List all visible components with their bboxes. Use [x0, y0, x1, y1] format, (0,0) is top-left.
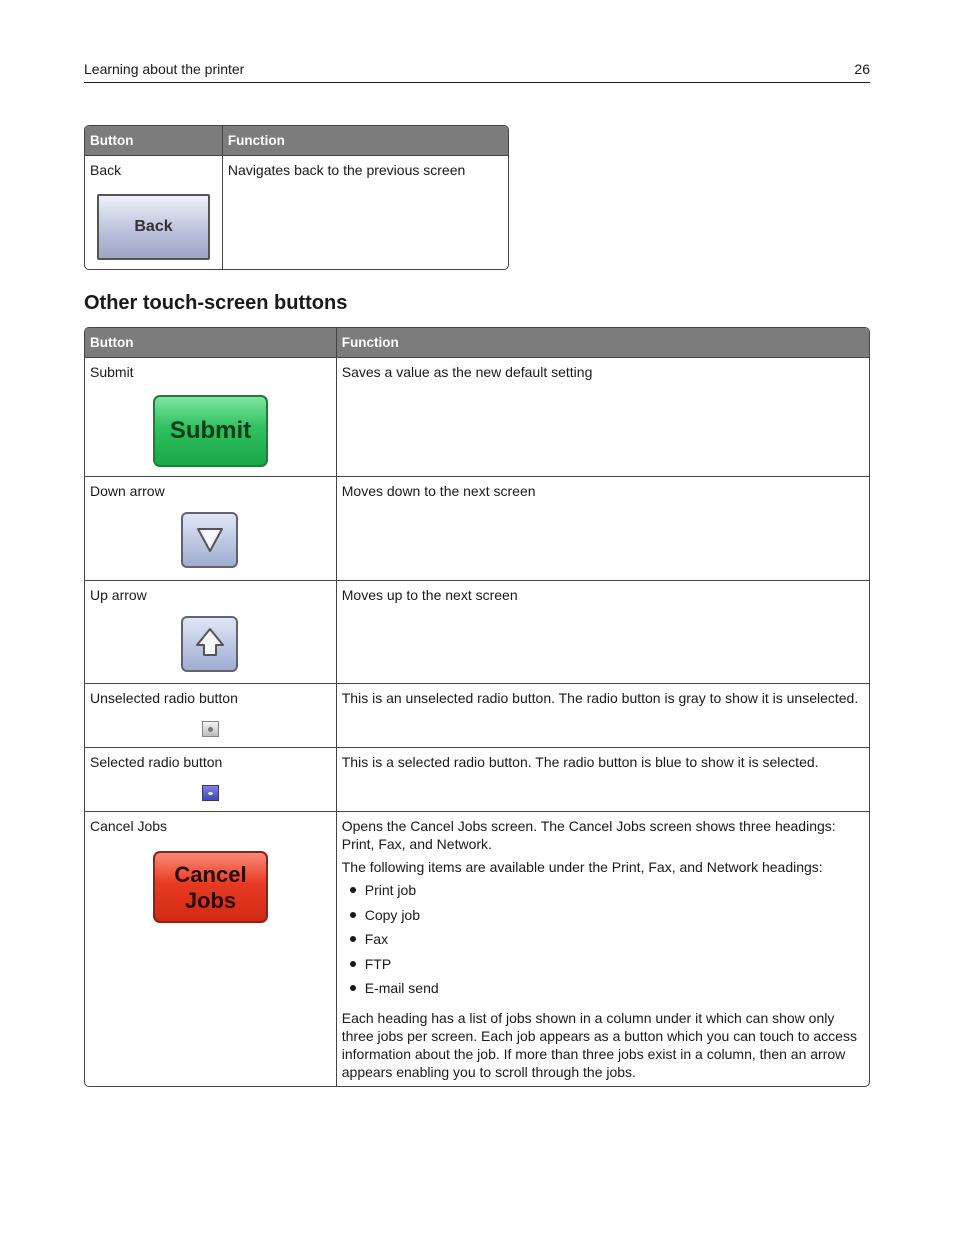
down-arrow-icon	[181, 512, 238, 568]
button-cell	[85, 357, 336, 476]
button-cell	[85, 747, 336, 811]
running-title: Learning about the printer	[84, 61, 245, 77]
list-item: FTP	[342, 955, 864, 980]
table-row	[85, 476, 869, 580]
page-number: 26	[854, 61, 870, 77]
back-button-image: Back	[97, 194, 210, 260]
unselected-radio-icon	[202, 721, 219, 737]
function-intro: Opens the Cancel Jobs screen. The Cancel Jobs screen shows three headings: Print, Fax, and Network.	[341, 818, 836, 852]
page-header	[84, 60, 870, 83]
cancel-jobs-button-image	[153, 851, 268, 923]
back-button-table	[84, 125, 509, 270]
button-cell	[85, 811, 336, 1086]
selected-radio-icon	[202, 785, 219, 801]
function-lead: The following items are available under the Print, Fax, and Network headings:	[341, 859, 823, 875]
button-name: Unselected radio button	[90, 690, 238, 706]
touch-screen-buttons-table	[84, 327, 870, 1087]
table-row	[85, 155, 508, 269]
button-cell	[85, 155, 222, 269]
table-row	[85, 357, 869, 476]
button-name: Selected radio button	[90, 754, 223, 770]
button-cell	[85, 476, 336, 580]
button-name: Down arrow	[90, 483, 165, 499]
section-heading: Other touch-screen buttons	[84, 292, 348, 314]
list-item: Copy job	[342, 906, 864, 931]
function-cell	[336, 811, 869, 1086]
function-cell: Moves down to the next screen	[336, 476, 869, 580]
table-row	[85, 683, 869, 747]
table-row	[85, 811, 869, 1086]
button-cell	[85, 580, 336, 683]
button-name: Back	[90, 162, 122, 178]
button-name: Up arrow	[90, 587, 147, 603]
button-name: Cancel Jobs	[90, 818, 168, 834]
button-name: Submit	[90, 364, 134, 380]
column-header-function: Function	[222, 126, 508, 155]
list-item: Print job	[342, 881, 864, 906]
list-item: E-mail send	[342, 979, 864, 1004]
function-cell: This is a selected radio button. The radio button is blue to show it is selected.	[336, 747, 869, 811]
function-cell: Saves a value as the new default setting	[336, 357, 869, 476]
list-item: Fax	[342, 930, 864, 955]
table-row	[85, 580, 869, 683]
cancel-jobs-label-line1: Cancel	[174, 862, 247, 887]
table-row	[85, 747, 869, 811]
submit-button-image: Submit	[153, 395, 268, 467]
column-header-button: Button	[85, 126, 222, 155]
function-cell: Navigates back to the previous screen	[222, 155, 508, 269]
column-header-function: Function	[336, 328, 869, 357]
button-cell	[85, 683, 336, 747]
function-outro: Each heading has a list of jobs shown in a column under it which can show only three jobs per screen. Each job appears as a button which you can touch to access information about the job. If more than three jobs exist in a column, then an arrow appears enabling you to scroll through the jobs.	[341, 1009, 857, 1080]
job-type-list	[342, 881, 864, 1004]
cancel-jobs-label-line2: Jobs	[184, 888, 237, 913]
function-cell: This is an unselected radio button. The radio button is gray to show it is unselected.	[336, 683, 869, 747]
column-header-button: Button	[85, 328, 336, 357]
up-arrow-icon	[181, 616, 238, 672]
function-cell: Moves up to the next screen	[336, 580, 869, 683]
